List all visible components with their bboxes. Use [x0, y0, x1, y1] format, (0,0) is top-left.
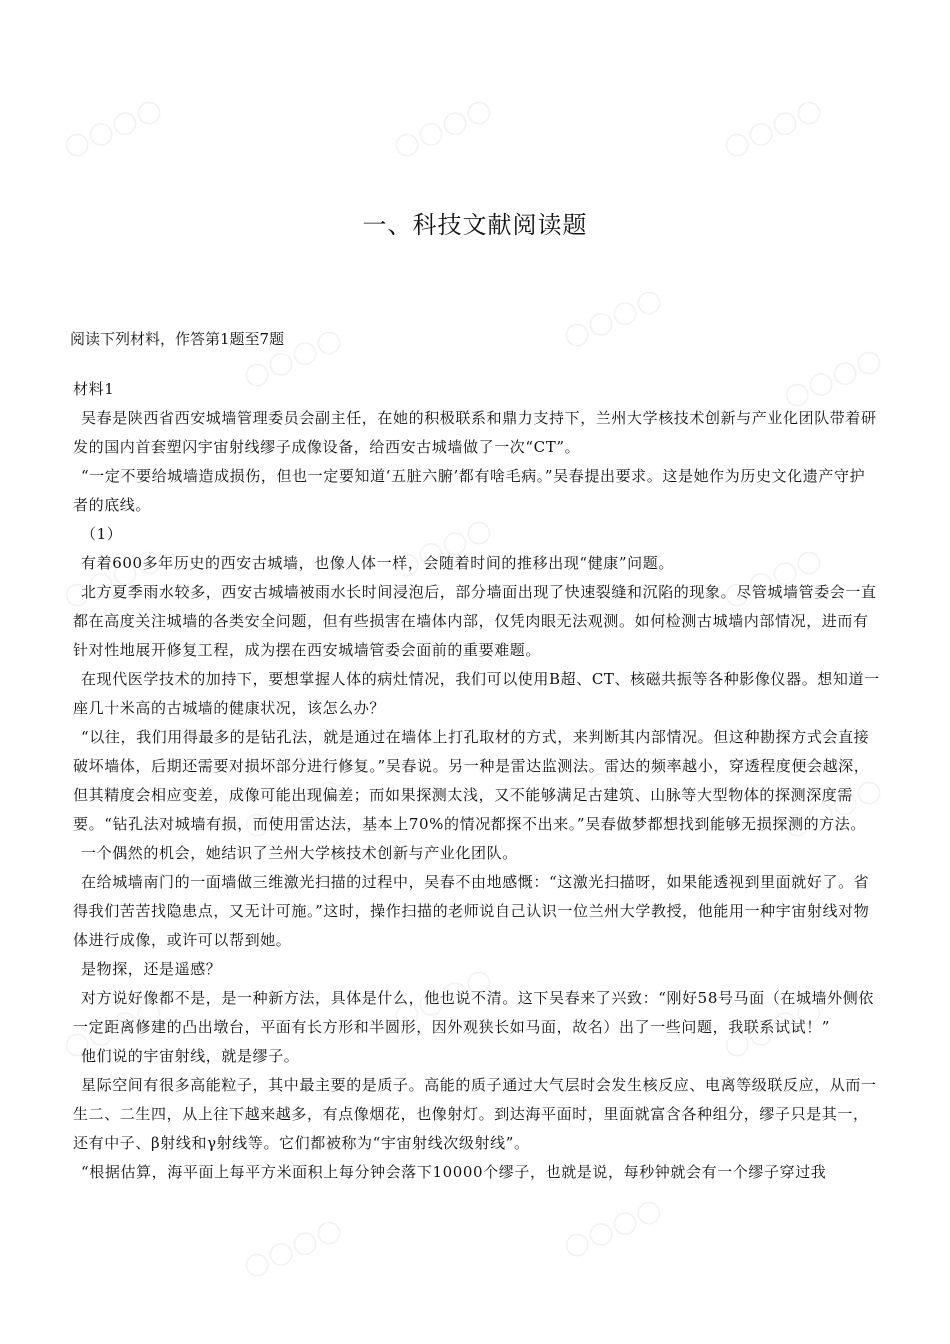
paragraph: 一个偶然的机会，她结识了兰州大学核技术创新与产业化团队。	[81, 844, 518, 862]
document-title: 一、科技文献阅读题	[362, 211, 588, 239]
reading-instruction: 阅读下列材料，作答第1题至7题	[70, 330, 285, 348]
paragraph: 有着600多年历史的西安古城墙，也像人体一样，会随着时间的推移出现“健康”问题。	[81, 554, 674, 572]
paragraph: “以往，我们用得最多的是钻孔法，就是通过在墙体上打孔取材的方式，来判断其内部情况。但这种勘探方式会直接破坏墙体，后期还需要对损坏部分进行修复。”吴春说。另一种是雷达监测法。雷达的频率越小，穿透程度便会越深，但其精度会相应变差，成像可能出现偏差；而如果探测太浅，又不能够满足古建筑、山脉等大型物体的探测深度需要。“钻孔法对城墙有损，而使用雷达法，基本上70%的情况都探不出来。”吴春做梦都想找到能够无损探测的方法。	[73, 728, 870, 833]
section-number: （1）	[81, 525, 123, 543]
paragraph: 对方说好像都不是，是一种新方法，具体是什么，他也说不清。这下吴春来了兴致：“刚好58号马面（在城墙外侧依一定距离修建的凸出墩台，平面有长方形和半圆形，因外观狭长如马面，故名）出了一些问题，我联系试试！”	[73, 989, 874, 1036]
paragraph: “一定不要给城墙造成损伤，但也一定要知道‘五脏六腑’都有啥毛病。”吴春提出要求。这是她作为历史文化遗产守护者的底线。	[73, 467, 866, 514]
paragraph: 星际空间有很多高能粒子，其中最主要的是质子。高能的质子通过大气层时会发生核反应、电离等级联反应，从而一生二、二生四，从上往下越来越多，有点像烟花，也像射灯。到达海平面时，里面就富含各种组分，缪子只是其一，还有中子、β射线和γ射线等。它们都被称为“宇宙射线次级射线”。	[73, 1076, 877, 1152]
reading-material	[73, 375, 880, 1187]
paragraph: 北方夏季雨水较多，西安古城墙被雨水长时间浸泡后，部分墙面出现了快速裂缝和沉陷的现象。尽管城墙管委会一直都在高度关注城墙的各类安全问题，但有些损害在墙体内部，仅凭肉眼无法观测。如何检测古城墙内部情况，进而有针对性地展开修复工程，成为摆在西安城墙管委会面前的重要难题。	[73, 583, 877, 659]
paragraph: 他们说的宇宙射线，就是缪子。	[81, 1047, 300, 1065]
paragraph: 在给城墙南门的一面墙做三维激光扫描的过程中，吴春不由地感慨：“这激光扫描呀，如果能透视到里面就好了。省得我们苦苦找隐患点，又无计可施。”这时，操作扫描的老师说自己认识一位兰州大学教授，他能用一种宇宙射线对物体进行成像，或许可以帮到她。	[73, 873, 870, 949]
paragraph: 吴春是陕西省西安城墙管理委员会副主任，在她的积极联系和鼎力支持下，兰州大学核技术创新与产业化团队带着研发的国内首套塑闪宇宙射线缪子成像设备，给西安古城墙做了一次“CT”。	[73, 409, 877, 456]
material-heading: 材料1	[73, 380, 115, 398]
paragraph: “根据估算，海平面上每平方米面积上每分钟会落下10000个缪子，也就是说，每秒钟就会有一个缪子穿过我	[81, 1163, 827, 1181]
paragraph: 是物探，还是遥感？	[81, 960, 222, 978]
paragraph: 在现代医学技术的加持下，要想掌握人体的病灶情况，我们可以使用B超、CT、核磁共振等各种影像仪器。想知道一座几十米高的古城墙的健康状况，该怎么办？	[73, 670, 880, 717]
